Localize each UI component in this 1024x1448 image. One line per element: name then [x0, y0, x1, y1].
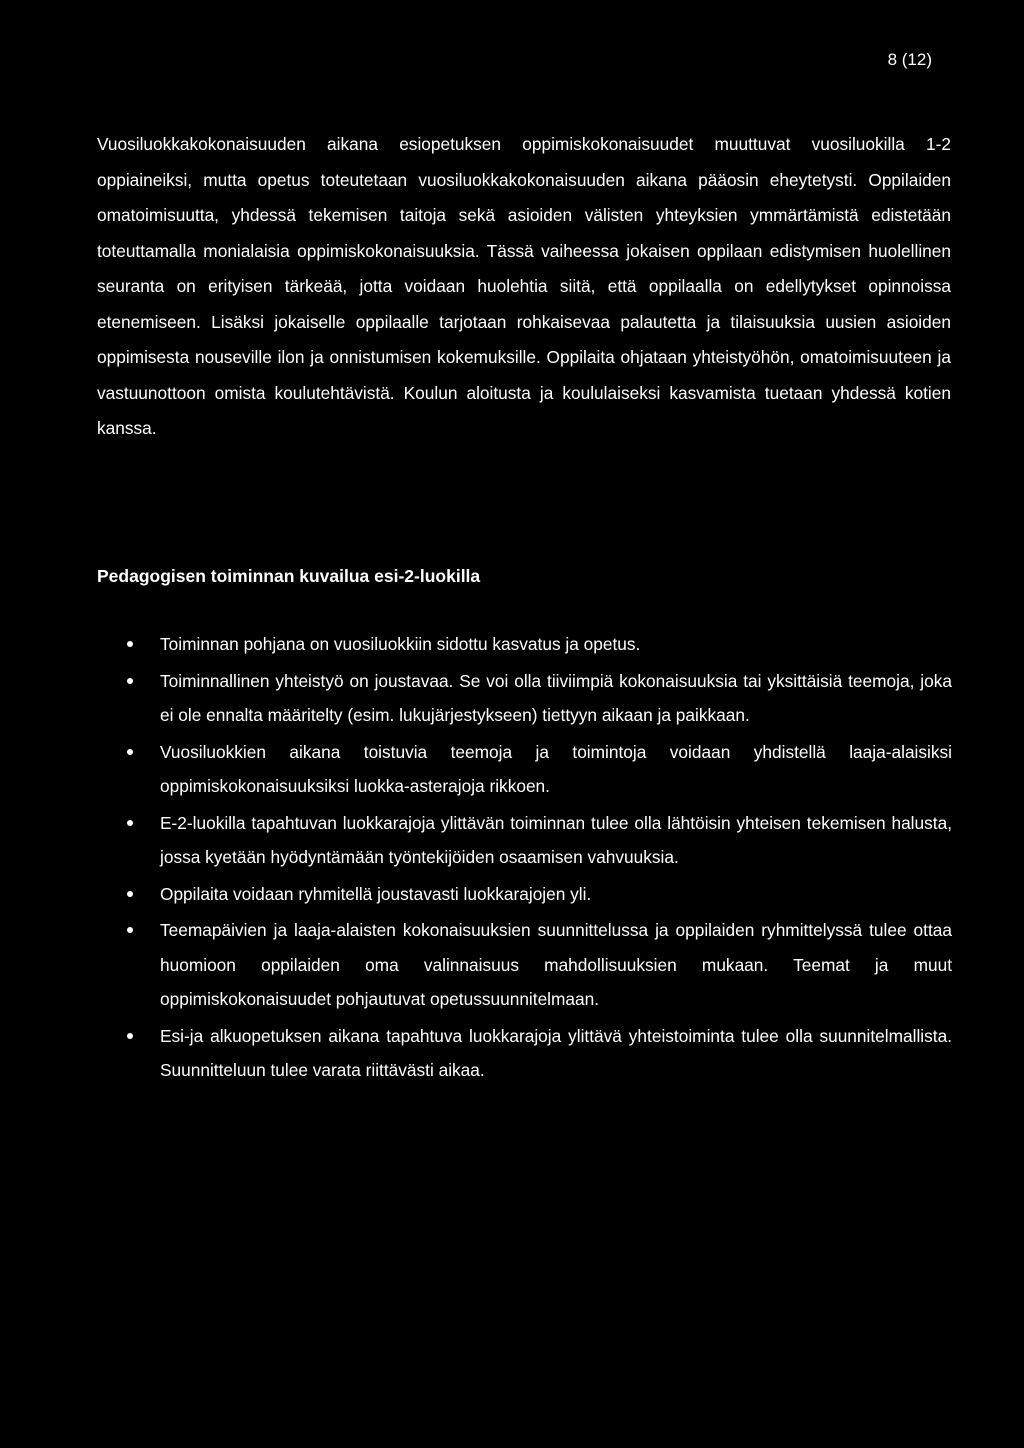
list-item: Vuosiluokkien aikana toistuvia teemoja ja toimintoja voidaan yhdistellä laaja-alaisiksi oppimiskokonaisuuksiksi luokka-asterajoja rikkoen.: [160, 735, 952, 804]
list-item: E-2-luokilla tapahtuvan luokkarajoja ylittävän toiminnan tulee olla lähtöisin yhteisen tekemisen halusta, jossa kyetään hyödyntämään työntekijöiden osaamisen vahvuuksia.: [160, 806, 952, 875]
intro-paragraph: Vuosiluokkakokonaisuuden aikana esiopetuksen oppimiskokonaisuudet muuttuvat vuosiluokilla 1-2 oppiaineiksi, mutta opetus toteutetaan vuosiluokkakokonaisuuden aikana pääosin eheytetysti. Oppilaiden omatoimisuutta, yhdessä tekemisen taitoja sekä asioiden välisten yhteyksien ymmärtämistä edistetään toteuttamalla monialaisia oppimiskokonaisuuksia. Tässä vaiheessa jokaisen oppilaan edistymisen huolellinen seuranta on erityisen tärkeää, jotta voidaan huolehtia siitä, että oppilaalla on edellytykset opinnoissa etenemiseen. Lisäksi jokaiselle oppilaalle tarjotaan rohkaisevaa palautetta ja tilaisuuksia uusien asioiden oppimisesta nouseville ilon ja onnistumisen kokemuksille. Oppilaita ohjataan yhteistyöhön, omatoimisuuteen ja vastuunottoon omista koulutehtävistä. Koulun aloitusta ja koululaiseksi kasvamista tuetaan yhdessä kotien kanssa.: [97, 134, 951, 438]
list-item: Esi-ja alkuopetuksen aikana tapahtuva luokkarajoja ylittävä yhteistoiminta tulee olla suunnitelmallista. Suunnitteluun tulee varata riittävästi aikaa.: [160, 1019, 952, 1088]
section-heading: Pedagogisen toiminnan kuvailua esi-2-luokilla: [97, 566, 481, 586]
bullet-list: [160, 627, 952, 1090]
list-item: Toiminnallinen yhteistyö on joustavaa. Se voi olla tiiviimpiä kokonaisuuksia tai yksittäisiä teemoja, joka ei ole ennalta määritelty (esim. lukujärjestykseen) tiettyyn aikaan ja paikkaan.: [160, 664, 952, 733]
list-item: Oppilaita voidaan ryhmitellä joustavasti luokkarajojen yli.: [160, 877, 952, 912]
list-item: Teemapäivien ja laaja-alaisten kokonaisuuksien suunnittelussa ja oppilaiden ryhmittelyssä tulee ottaa huomioon oppilaiden oma valinnaisuus mahdollisuuksien mukaan. Teemat ja muut oppimiskokonaisuudet pohjautuvat opetussuunnitelmaan.: [160, 913, 952, 1017]
page-number: 8 (12): [887, 50, 932, 69]
list-item: Toiminnan pohjana on vuosiluokkiin sidottu kasvatus ja opetus.: [160, 627, 952, 662]
